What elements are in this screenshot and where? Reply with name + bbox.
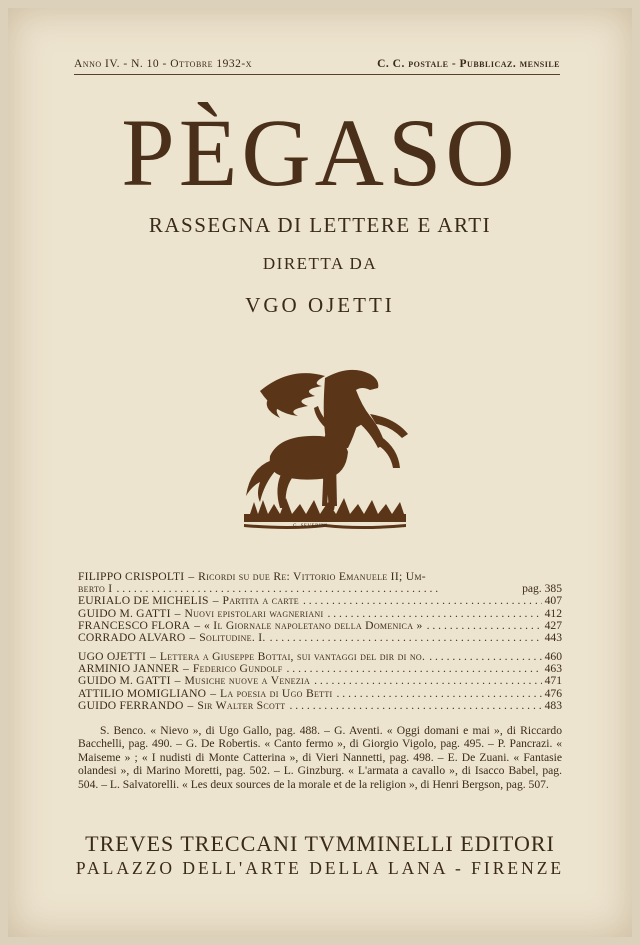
toc-entry: GUIDO M. GATTI – Musiche nuove a Venezia . . . 471 — [78, 675, 562, 687]
postal-info: C. C. postale - Pubblicaz. mensile — [377, 58, 560, 70]
toc-page: 463 — [544, 663, 562, 676]
toc-page: pag. 385 — [522, 583, 562, 596]
toc-author: FILIPPO CRISPOLTI — [78, 571, 185, 583]
issue-info: Anno IV. - N. 10 - Ottobre 1932-x — [74, 58, 253, 70]
directed-by: DIRETTA DA — [262, 254, 378, 273]
publisher-name: TREVES TRECCANI TVMMINELLI EDITORI — [85, 831, 555, 856]
toc-title: Sir Walter Scott — [197, 699, 286, 712]
toc-title: La poesia di Ugo Betti — [220, 687, 333, 700]
toc-entry: GUIDO M. GATTI – Nuovi epistolari wagneriani . . . 412 — [78, 608, 562, 620]
toc-title: « Il Giornale napoletano della Domenica » — [204, 619, 423, 632]
toc-title: Partita a carte — [222, 595, 299, 608]
toc-page: 476 — [544, 687, 562, 700]
toc-page: 412 — [544, 607, 562, 620]
toc-author: CORRADO ALVARO — [78, 631, 186, 644]
magazine-title: PÈGASO — [121, 99, 519, 206]
toc-author: UGO OJETTI — [78, 651, 147, 663]
logo-signature: G. SEVERINI — [293, 524, 328, 529]
toc-entry: ATTILIO MOMIGLIANO – La poesia di Ugo Betti . . . 476 — [78, 688, 562, 700]
toc-title: Solitudine. I. — [199, 631, 266, 644]
toc-author: GUIDO FERRANDO — [78, 699, 184, 712]
toc-entry: ARMINIO JANNER – Federico Gundolf . . . 463 — [78, 663, 562, 675]
toc-page: 483 — [544, 699, 562, 712]
header-rule — [74, 74, 560, 75]
magazine-subtitle: RASSEGNA DI LETTERE E ARTI — [148, 213, 492, 237]
toc-title: berto I — [78, 583, 113, 596]
toc-page: 427 — [544, 619, 562, 632]
toc-author: ARMINIO JANNER — [78, 663, 180, 676]
publisher-address: PALAZZO DELL'ARTE DELLA LANA - FIRENZE — [75, 858, 565, 878]
toc-page: 460 — [544, 651, 562, 663]
toc-entry: EURIALO DE MICHELIS – Partita a carte . . . 407 — [78, 595, 562, 607]
toc-entry: GUIDO FERRANDO – Sir Walter Scott . . . 483 — [78, 700, 562, 712]
toc-page: 471 — [544, 675, 562, 688]
contents-group-2 — [78, 651, 562, 712]
toc-page: 407 — [544, 595, 562, 608]
toc-entry: UGO OJETTI – Lettera a Giuseppe Bottai, sui vantaggi del dir di no. . . . 460 — [78, 651, 562, 663]
toc-page: 443 — [544, 631, 562, 644]
toc-author: ATTILIO MOMIGLIANO — [78, 687, 207, 700]
toc-author: EURIALO DE MICHELIS — [78, 595, 209, 608]
pegasus-logo-icon — [230, 356, 420, 538]
toc-entry-continued — [78, 583, 562, 595]
reviews-paragraph: S. Benco. « Nievo », di Ugo Gallo, pag. 488. – G. Aventi. « Oggi domani e mai », di Riccardo Bacchelli, pag. 490. – G. De Robertis. « Canto fermo », di Giorgio Vigolo, pag. 495. – P. Pancrazi. « Maiseme » ; « I nudisti di Monte Catterina », di Vieri Nannetti, pag. 498. – E. De Zuani. « Fantasie olandesi », di Marino Moretti, pag. 502. – L. Ginzburg. « L'armata a cavallo », di Isacco Babel, pag. 504. – L. Salvatorelli. « Les deux sources de la morale et de la religion », di Henri Bergson, pag. 507. — [78, 724, 562, 791]
toc-title: Federico Gundolf — [192, 663, 283, 676]
toc-title: Musiche nuove a Venezia — [184, 675, 311, 688]
toc-title: Ricordi su due Re: Vittorio Emanuele II; Um- — [198, 571, 426, 583]
toc-title: Nuovi epistolari wagneriani — [184, 607, 324, 620]
toc-author: FRANCESCO FLORA — [78, 619, 191, 632]
toc-entry: CORRADO ALVARO – Solitudine. I. . . . 443 — [78, 632, 562, 644]
toc-author: GUIDO M. GATTI — [78, 607, 171, 620]
contents-group-1 — [78, 571, 562, 644]
toc-entry: FRANCESCO FLORA – « Il Giornale napoletano della Domenica » . . . 427 — [78, 620, 562, 632]
magazine-cover — [8, 8, 632, 937]
toc-author: GUIDO M. GATTI — [78, 675, 171, 688]
toc-entry: FILIPPO CRISPOLTI – Ricordi su due Re: Vittorio Emanuele II; Um- — [78, 571, 426, 583]
editor-name: VGO OJETTI — [245, 293, 395, 317]
toc-title: Lettera a Giuseppe Bottai, sui vantaggi del dir di no. — [159, 651, 426, 663]
